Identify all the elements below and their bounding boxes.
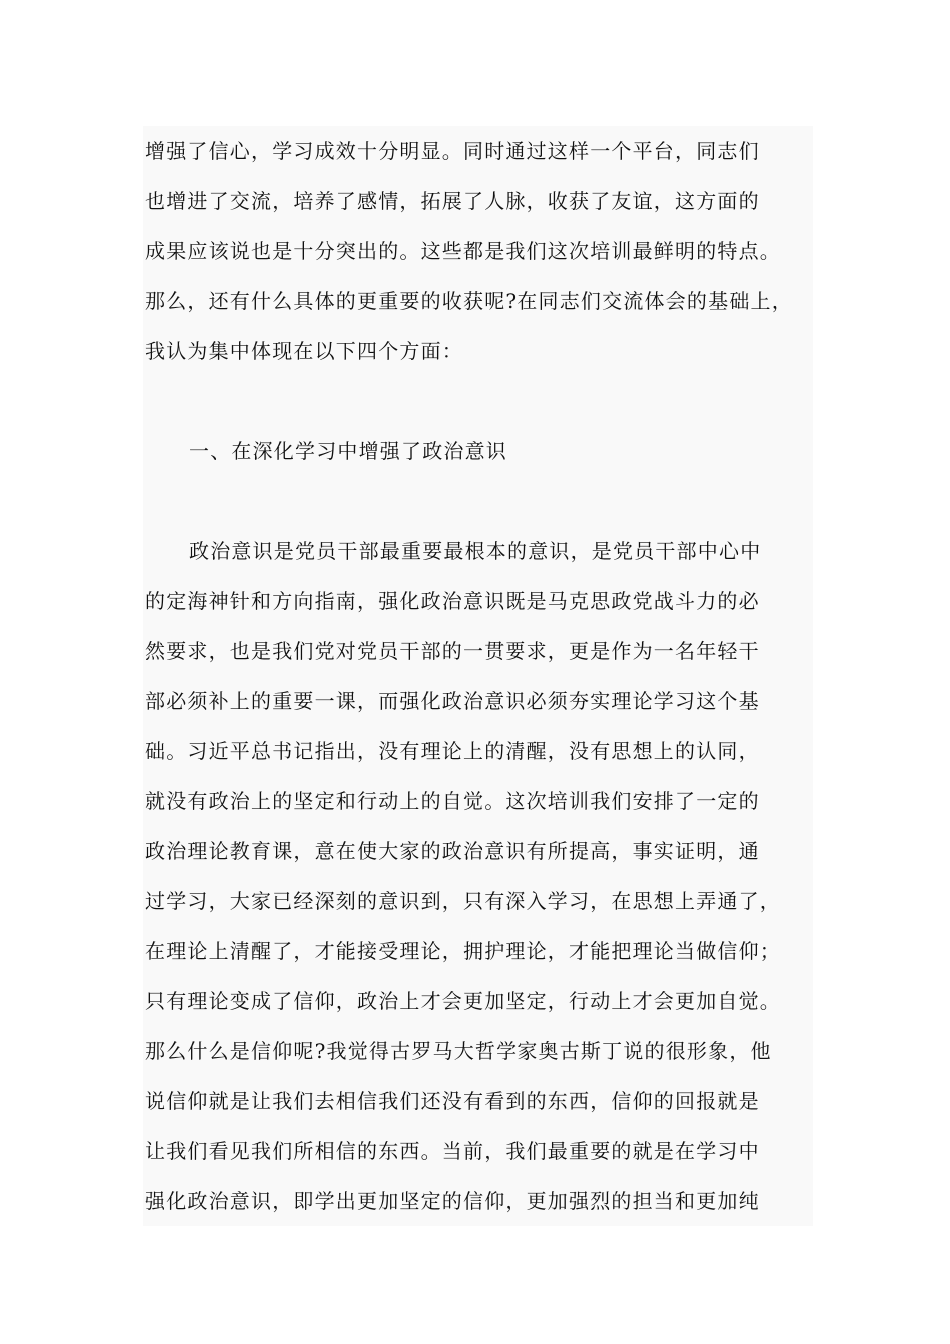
paragraph-gap bbox=[143, 476, 813, 526]
section-heading: 一、在深化学习中增强了政治意识 bbox=[189, 439, 507, 463]
paragraph-line: 然要求，也是我们党对党员干部的一贯要求，更是作为一名年轻干 bbox=[145, 639, 760, 663]
paragraph-line: 增强了信心，学习成效十分明显。同时通过这样一个平台，同志们 bbox=[145, 139, 760, 163]
paragraph-line: 的定海神针和方向指南，强化政治意识既是马克思政党战斗力的必 bbox=[145, 589, 760, 613]
paragraph-line: 我认为集中体现在以下四个方面： bbox=[145, 339, 463, 363]
paragraph-line: 政治意识是党员干部最重要最根本的意识，是党员干部中心中 bbox=[189, 539, 762, 563]
paragraph-line: 那么什么是信仰呢?我觉得古罗马大哲学家奥古斯丁说的很形象，他 bbox=[145, 1039, 772, 1063]
paragraph-line: 成果应该说也是十分突出的。这些都是我们这次培训最鲜明的特点。 bbox=[145, 239, 781, 263]
paragraph-line: 部必须补上的重要一课，而强化政治意识必须夯实理论学习这个基 bbox=[145, 689, 760, 713]
paragraph-line: 那么，还有什么具体的更重要的收获呢?在同志们交流体会的基础上， bbox=[145, 289, 793, 313]
paragraph-line: 在理论上清醒了，才能接受理论，拥护理论，才能把理论当做信仰； bbox=[145, 939, 781, 963]
paragraph-line: 就没有政治上的坚定和行动上的自觉。这次培训我们安排了一定的 bbox=[145, 789, 760, 813]
paragraph-line: 过学习，大家已经深刻的意识到，只有深入学习，在思想上弄通了， bbox=[145, 889, 781, 913]
paragraph-line: 也增进了交流，培养了感情，拓展了人脉，收获了友谊，这方面的 bbox=[145, 189, 760, 213]
paragraph-gap bbox=[143, 376, 813, 426]
paragraph-line: 政治理论教育课，意在使大家的政治意识有所提高，事实证明，通 bbox=[145, 839, 760, 863]
paragraph-line: 只有理论变成了信仰，政治上才会更加坚定，行动上才会更加自觉。 bbox=[145, 989, 781, 1013]
paragraph-line: 强化政治意识，即学出更加坚定的信仰，更加强烈的担当和更加纯 bbox=[145, 1189, 760, 1213]
paragraph-line: 让我们看见我们所相信的东西。当前，我们最重要的就是在学习中 bbox=[145, 1139, 760, 1163]
paragraph-line: 础。习近平总书记指出，没有理论上的清醒，没有思想上的认同， bbox=[145, 739, 760, 763]
document-body bbox=[143, 126, 813, 1226]
paragraph-line: 说信仰就是让我们去相信我们还没有看到的东西，信仰的回报就是 bbox=[145, 1089, 760, 1113]
